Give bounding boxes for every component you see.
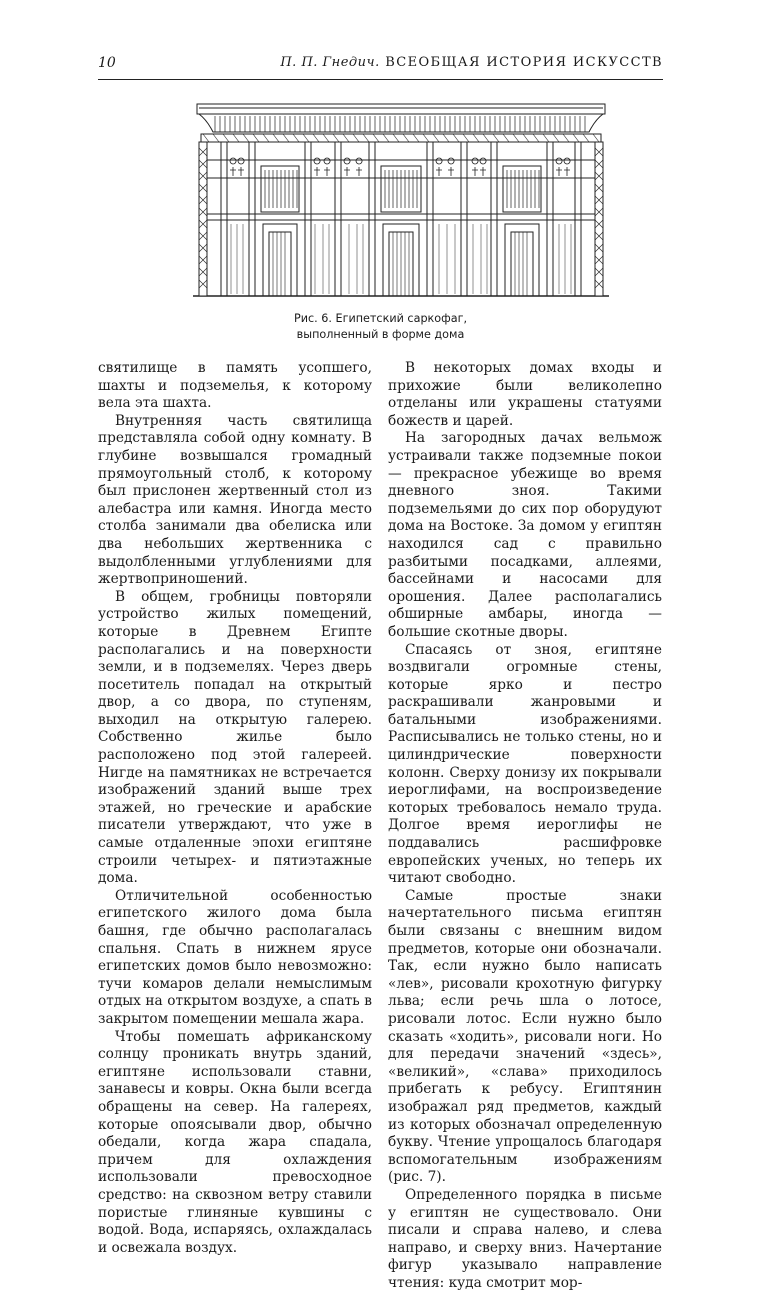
paragraph: В некоторых домах входы и прихожие были великолепно отделаны или украшены статуями божеств и царей. [388,360,662,429]
caption-line-2: выполненный в форме дома [296,328,465,341]
paragraph: Отличительной особенностью египетского жилого дома была башня, где обычно располагалась спальня. Спать в нижнем ярусе египетских домов было невозможно: тучи комаров делали немыслимым отдых на открытом воздухе, а спать в закрытом помещении мешала жара. [98,887,372,1027]
right-text-column [388,360,662,1292]
header-rule [98,79,663,80]
paragraph: Самые простые знаки начертательного письма египтян были связаны с внешним видом предметов, которые они обозначали. Так, если нужно было написать «лев», рисовали крохотную фигурку льва; если речь шла о лотосе, рисовали лотос. Если нужно было сказать «ходить», рисовали ноги. Но для передачи значений «здесь», «великий», «слава» приходилось прибегать к ребусу. Египтянин изображал ряд предметов, каждый из которых обозначал определенную букву. Чтение упрощалось благодаря вспомогательным изображениям (рис. 7). [388,887,662,1186]
sarcophagus-illustration [193,98,609,298]
paragraph: Спасаясь от зноя, египтяне воздвигали огромные стены, которые ярко и пестро раскрашивали жанровыми и батальными изображениями. Расписывались не только стены, но и цилиндрические поверхности колонн. Сверху донизу их покрывали иероглифами, на воспроизведение которых требовалось немало труда. Долгое время иероглифы не поддавались расшифровке европейских ученых, но теперь их читают свободно. [388,641,662,887]
running-head [280,55,663,70]
figure-caption [98,311,663,343]
paragraph: В общем, гробницы повторяли устройство жилых помещений, которые в Древнем Египте располагались и на поверхности земли, и в подземелях. Через дверь посетитель попадал на открытый двор, а со двора, по ступеням, выходил на открытую галерею. Собственно жилье было расположено под этой галереей. Нигде на памятниках не встречается изображений зданий выше трех этажей, но греческие и арабские писатели утверждают, что уже в самые отдаленные эпохи египтяне строили четырех- и пятиэтажные дома. [98,588,372,887]
left-text-column [98,360,372,1257]
caption-line-1: Рис. 6. Египетский саркофаг, [293,312,467,325]
page-number: 10 [98,55,116,71]
paragraph: На загородных дачах вельмож устраивали также подземные покои — прекрасное убежище во время дневного зноя. Такими подземельями до сих пор оборудуют дома на Востоке. За домом у египтян находился сад с правильно разбитыми посадками, аллеями, бассейнами и насосами для орошения. Далее располагались обширные амбары, иногда — большие скотные дворы. [388,430,662,640]
paragraph: Определенного порядка в письме у египтян не существовало. Они писали и справа налево, и слева направо, и сверху вниз. Начертание фигур указывало направление чтения: куда смотрит мор- [388,1186,662,1291]
book-title: ВСЕОБЩАЯ ИСТОРИЯ ИСКУССТВ [385,55,663,70]
paragraph: Чтобы помешать африканскому солнцу проникать внутрь зданий, египтяне использовали ставни, занавесы и ковры. Окна были всегда обращены на север. На галереях, которые опоясывали двор, обычно обедали, когда жара спадала, причем для охлаждения использовали превосходное средство: на сквозном ветру ставили пористые глиняные кувшины с водой. Вода, испаряясь, охлаждалась и освежала воздух. [98,1028,372,1256]
paragraph: святилище в память усопшего, шахты и подземелья, к которому вела эта шахта. [98,360,372,412]
running-header [98,55,663,77]
author-name: П. П. Гнедич. [280,55,380,70]
paragraph: Внутренняя часть святилища представляла собой одну комнату. В глубине возвышался громадный прямоугольный столб, к которому был прислонен жертвенный стол из алебастра или камня. Иногда место столба занимали два обелиска или два небольших жертвенника с выдолбленными углублениями для жертвоприношений. [98,412,372,588]
